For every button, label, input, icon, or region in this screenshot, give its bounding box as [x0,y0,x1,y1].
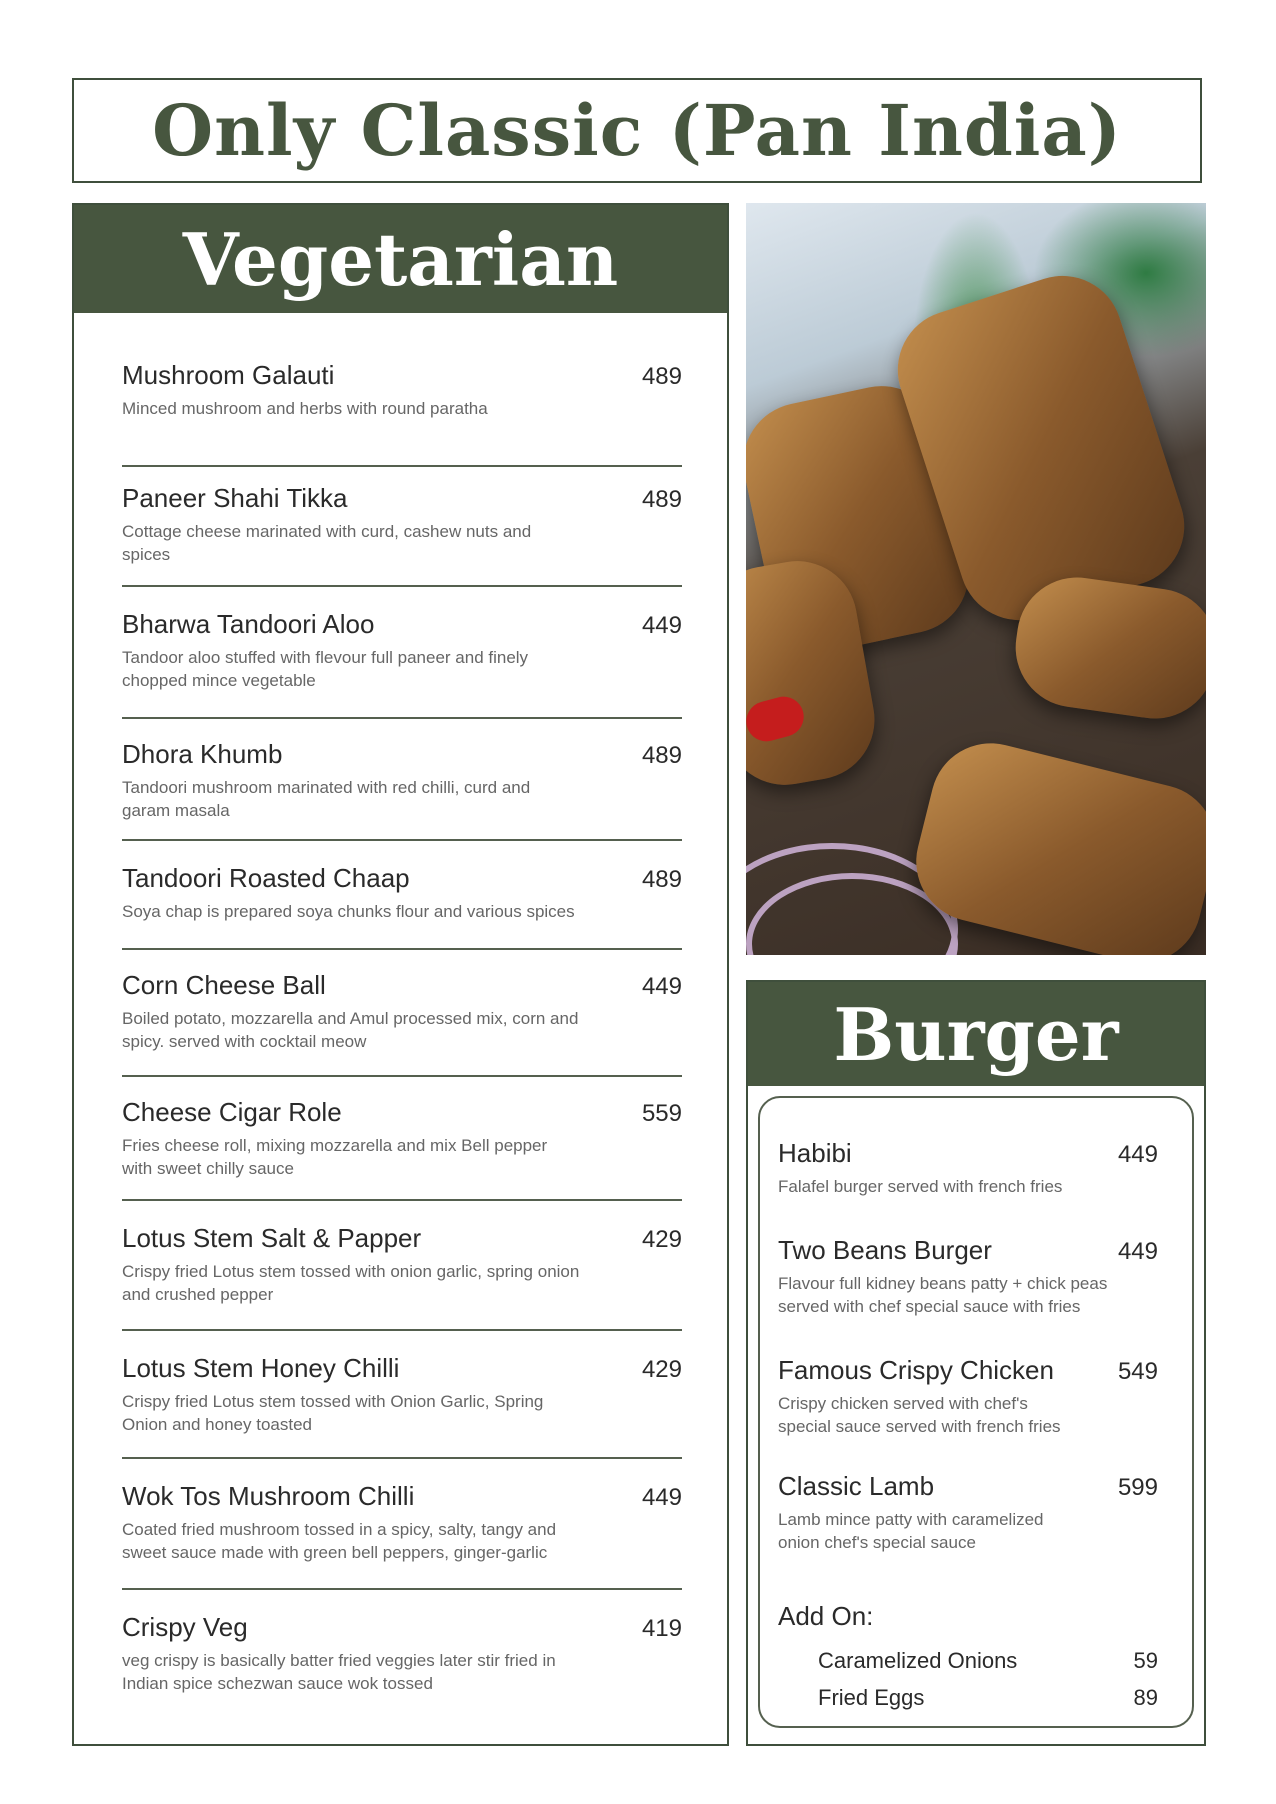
menu-item [122,841,682,950]
item-price: 489 [641,363,682,390]
item-price: 599 [1117,1474,1158,1501]
item-name: Paneer Shahi Tikka [122,483,348,513]
menu-item [122,1459,682,1590]
item-description: Boiled potato, mozzarella and Amul processed mix, corn and spicy. served with cocktail meow [122,1009,579,1051]
item-price: 549 [1117,1358,1158,1385]
burger-heading: Burger [748,982,1204,1086]
item-name: Tandoori Roasted Chaap [122,863,410,893]
item-name: Classic Lamb [778,1471,935,1501]
burger-card [758,1096,1194,1728]
item-name: Habibi [778,1138,852,1168]
addon-item [818,1648,1158,1685]
item-description: Coated fried mushroom tossed in a spicy, salty, tangy and sweet sauce made with green bell peppers, ginger-garlic [122,1520,557,1562]
addon-price: 59 [1133,1648,1158,1673]
burger-section [746,980,1206,1746]
menu-item [122,1201,682,1331]
vegetarian-heading: Vegetarian [74,205,727,313]
menu-item [122,950,682,1077]
addon-title: Add On: [778,1601,874,1631]
item-description: Lamb mince patty with caramelized onion chef's special sauce [778,1510,1044,1552]
menu-item [122,1077,682,1201]
menu-item [122,719,682,841]
menu-item [778,1138,1158,1235]
item-price: 449 [641,1484,682,1511]
title-box [72,78,1202,183]
page-title: Only Classic (Pan India) [152,89,1122,172]
addon-name: Caramelized Onions [818,1648,1018,1673]
menu-item [122,467,682,587]
kebab [1008,570,1206,727]
item-price: 429 [641,1226,682,1253]
item-description: veg crispy is basically batter fried veggies later stir fried in Indian spice schezwan sauce wok tossed [122,1651,556,1693]
item-description: Tandoor aloo stuffed with flevour full paneer and finely chopped mince vegetable [122,648,529,690]
burger-list [778,1138,1158,1581]
item-description: Tandoori mushroom marinated with red chilli, curd and garam masala [122,778,531,820]
item-name: Famous Crispy Chicken [778,1355,1054,1385]
vegetarian-section [72,203,729,1746]
item-name: Corn Cheese Ball [122,970,326,1000]
item-name: Two Beans Burger [778,1235,992,1265]
item-price: 419 [641,1615,682,1642]
menu-item [778,1235,1158,1355]
item-description: Fries cheese roll, mixing mozzarella and mix Bell pepper with sweet chilly sauce [122,1136,548,1178]
menu-item [778,1471,1158,1581]
item-description: Minced mushroom and herbs with round paratha [122,399,488,418]
item-description: Cottage cheese marinated with curd, cashew nuts and spices [122,522,532,564]
item-description: Falafel burger served with french fries [778,1177,1063,1196]
vegetarian-list [122,360,682,1700]
item-description: Flavour full kidney beans patty + chick peas served with chef special sauce with fries [778,1274,1108,1316]
addon-name: Fried Eggs [818,1685,925,1710]
menu-item [122,1590,682,1700]
item-name: Mushroom Galauti [122,360,335,390]
item-description: Soya chap is prepared soya chunks flour and various spices [122,902,575,921]
addon-item [818,1685,1158,1722]
item-description: Crispy chicken served with chef's special sauce served with french fries [778,1394,1061,1436]
item-price: 449 [1117,1141,1158,1168]
item-name: Dhora Khumb [122,739,283,769]
addon-price: 89 [1133,1685,1158,1710]
food-photo [746,203,1206,955]
item-price: 489 [641,866,682,893]
menu-item [122,360,682,467]
addon-list [818,1648,1158,1722]
item-name: Lotus Stem Honey Chilli [122,1353,400,1383]
item-price: 429 [641,1356,682,1383]
item-price: 449 [1117,1238,1158,1265]
item-name: Crispy Veg [122,1612,248,1642]
item-price: 449 [641,612,682,639]
menu-item [122,1331,682,1459]
item-name: Bharwa Tandoori Aloo [122,609,375,639]
item-description: Crispy fried Lotus stem tossed with onion garlic, spring onion and crushed pepper [122,1262,580,1304]
item-price: 449 [641,973,682,1000]
item-price: 559 [641,1100,682,1127]
item-price: 489 [641,486,682,513]
item-name: Cheese Cigar Role [122,1097,342,1127]
menu-item [778,1355,1158,1471]
item-name: Lotus Stem Salt & Papper [122,1223,422,1253]
item-name: Wok Tos Mushroom Chilli [122,1481,415,1511]
menu-item [122,587,682,719]
item-price: 489 [641,742,682,769]
item-description: Crispy fried Lotus stem tossed with Onion Garlic, Spring Onion and honey toasted [122,1392,544,1434]
